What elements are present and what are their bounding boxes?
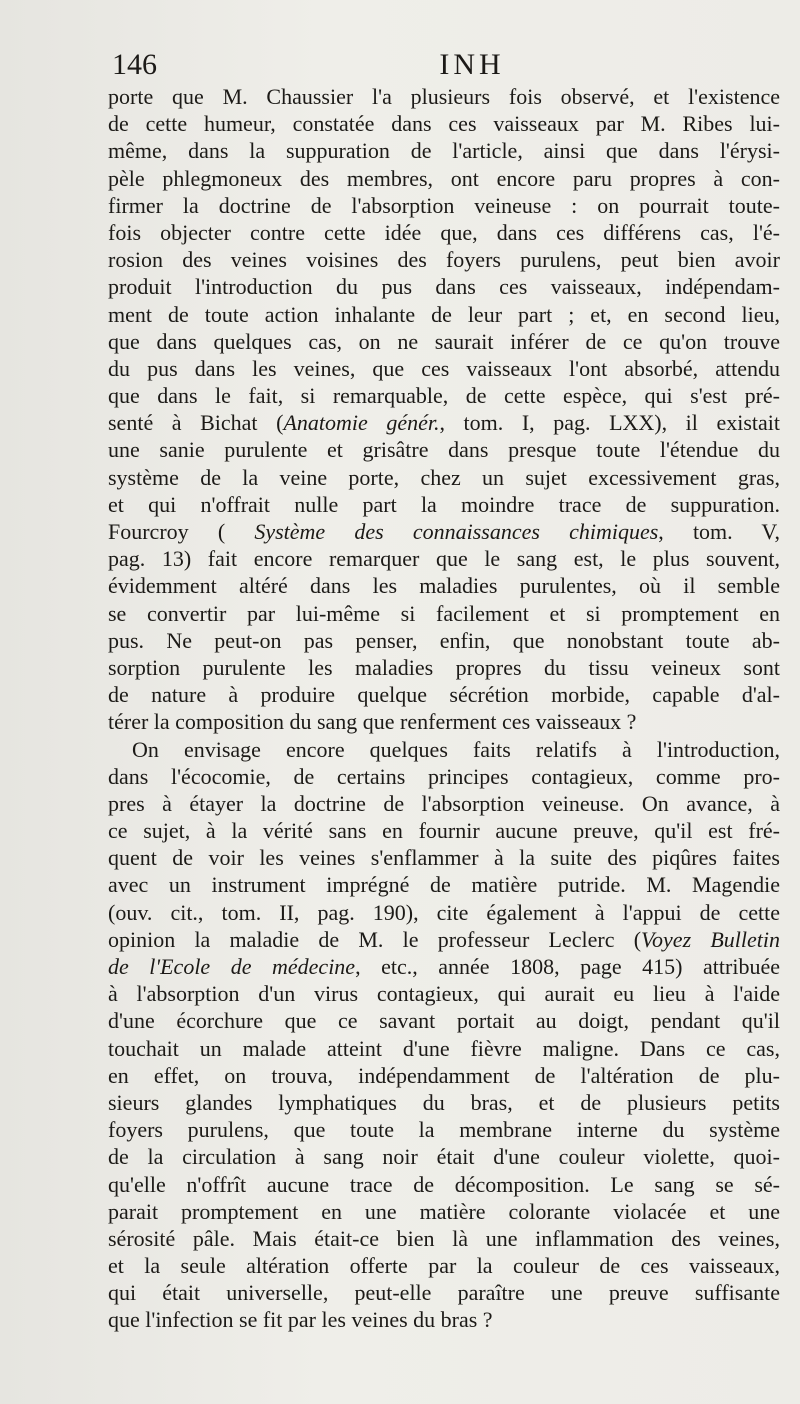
- text-line: foyers purulens, que toute la membrane interne du système: [108, 1117, 780, 1143]
- text-segment: senté à Bichat (: [108, 410, 284, 436]
- text-line: On envisage encore quelques faits relatifs à l'introduction,: [132, 736, 780, 762]
- text-line: d'une écorchure que ce savant portait au doigt, pendant qu'il: [108, 1008, 780, 1034]
- text-line: même, dans la suppuration de l'article, ainsi que dans l'érysi-: [108, 138, 780, 164]
- text-line: pus. Ne peut-on pas penser, enfin, que nonobstant toute ab-: [108, 627, 780, 653]
- text-line: fois objecter contre cette idée que, dans ces différens cas, l'é-: [108, 219, 780, 245]
- page-header: [112, 48, 780, 82]
- italic-title: Système des connaissances chimiques: [254, 519, 659, 544]
- text-line: [108, 518, 780, 545]
- text-line: ment de toute action inhalante de leur part ; et, en second lieu,: [108, 301, 780, 327]
- page-number: 146: [112, 48, 157, 81]
- text-line: avec un instrument imprégné de matière putride. M. Magendie: [108, 872, 780, 898]
- italic-title: Voyez Bulletin: [641, 926, 781, 952]
- text-line: qu'elle n'offrît aucune trace de décomposition. Le sang se sé-: [108, 1171, 780, 1197]
- text-line: de cette humeur, constatée dans ces vaisseaux par M. Ribes lui-: [108, 111, 780, 137]
- text-line: [108, 953, 780, 980]
- text-line: en effet, on trouva, indépendamment de l'altération de plu-: [108, 1062, 780, 1088]
- text-line: [108, 409, 780, 436]
- text-line: pres à étayer la doctrine de l'absorption veineuse. On avance, à: [108, 790, 780, 816]
- text-segment: , etc., année 1808, page 415) attribuée: [355, 954, 780, 979]
- text-line: que dans quelques cas, on ne saurait inférer de ce qu'on trouve: [108, 328, 780, 354]
- text-line: produit l'introduction du pus dans ces vaisseaux, indépendam-: [108, 274, 780, 300]
- text-line: [108, 926, 780, 953]
- text-line: porte que M. Chaussier l'a plusieurs fois observé, et l'existence: [108, 84, 780, 109]
- text-line: ce sujet, à la vérité sans en fournir aucune preuve, qu'il est fré-: [108, 818, 780, 844]
- text-line: qui était universelle, peut-elle paraître une preuve suffisante: [108, 1280, 780, 1306]
- text-segment: Fourcroy (: [108, 519, 255, 544]
- running-head: INH: [439, 48, 505, 81]
- text-line: quent de voir les veines s'enflammer à la suite des piqûres faites: [108, 845, 780, 871]
- text-segment: opinion la maladie de M. le professeur Leclerc (: [108, 926, 642, 952]
- text-line: une sanie purulente et grisâtre dans presque toute l'étendue du: [108, 437, 780, 463]
- text-line: sérosité pâle. Mais était-ce bien là une inflammation des veines,: [108, 1225, 780, 1251]
- text-line: sorption purulente les maladies propres du tissu veineux sont: [108, 654, 780, 680]
- text-line: pèle phlegmoneux des membres, ont encore paru propres à con-: [108, 165, 780, 191]
- text-line: firmer la doctrine de l'absorption veineuse : on pourrait toute-: [108, 192, 780, 218]
- text-line: rosion des veines voisines des foyers purulens, peut bien avoir: [108, 247, 780, 273]
- text-line: à l'absorption d'un virus contagieux, qui aurait eu lieu à l'aide: [108, 981, 780, 1007]
- text-line: de nature à produire quelque sécrétion morbide, capable d'al-: [108, 682, 780, 708]
- text-line: et la seule altération offerte par la couleur de ces vaisseaux,: [108, 1253, 780, 1279]
- text-line: pag. 13) fait encore remarquer que le sang est, le plus souvent,: [108, 546, 780, 572]
- text-line: système de la veine porte, chez un sujet excessivement gras,: [108, 464, 780, 490]
- text-line: parait promptement en une matière colorante violacée et une: [108, 1198, 780, 1224]
- text-line: évidemment altéré dans les maladies purulentes, où il semble: [108, 573, 780, 599]
- text-line: (ouv. cit., tom. II, pag. 190), cite également à l'appui de cette: [108, 899, 780, 925]
- text-line: que dans le fait, si remarquable, de cette espèce, qui s'est pré-: [108, 383, 780, 409]
- text-line: de la circulation à sang noir était d'une couleur violette, quoi-: [108, 1144, 780, 1170]
- text-segment: , tom. V,: [658, 519, 780, 544]
- text-line: térer la composition du sang que renferment ces vaisseaux ?: [108, 709, 637, 735]
- text-line: dans l'écocomie, de certains principes contagieux, comme pro-: [108, 763, 780, 789]
- text-line: sieurs glandes lymphatiques du bras, et de plusieurs petits: [108, 1089, 780, 1115]
- text-line: du pus dans les veines, que ces vaisseaux l'ont absorbé, attendu: [108, 355, 780, 381]
- text-line: se convertir par lui-même si facilement et si promptement en: [108, 600, 780, 626]
- italic-title: de l'Ecole de médecine: [108, 954, 356, 979]
- italic-title: Anatomie génér.: [283, 410, 440, 436]
- text-line: touchait un malade atteint d'une fièvre maligne. Dans ce cas,: [108, 1035, 780, 1061]
- text-line: que l'infection se fit par les veines du bras ?: [108, 1307, 493, 1333]
- body-text: [108, 83, 780, 1334]
- text-line: et qui n'offrait nulle part la moindre trace de suppuration.: [108, 491, 780, 517]
- text-segment: , tom. I, pag. LXX), il existait: [439, 410, 781, 436]
